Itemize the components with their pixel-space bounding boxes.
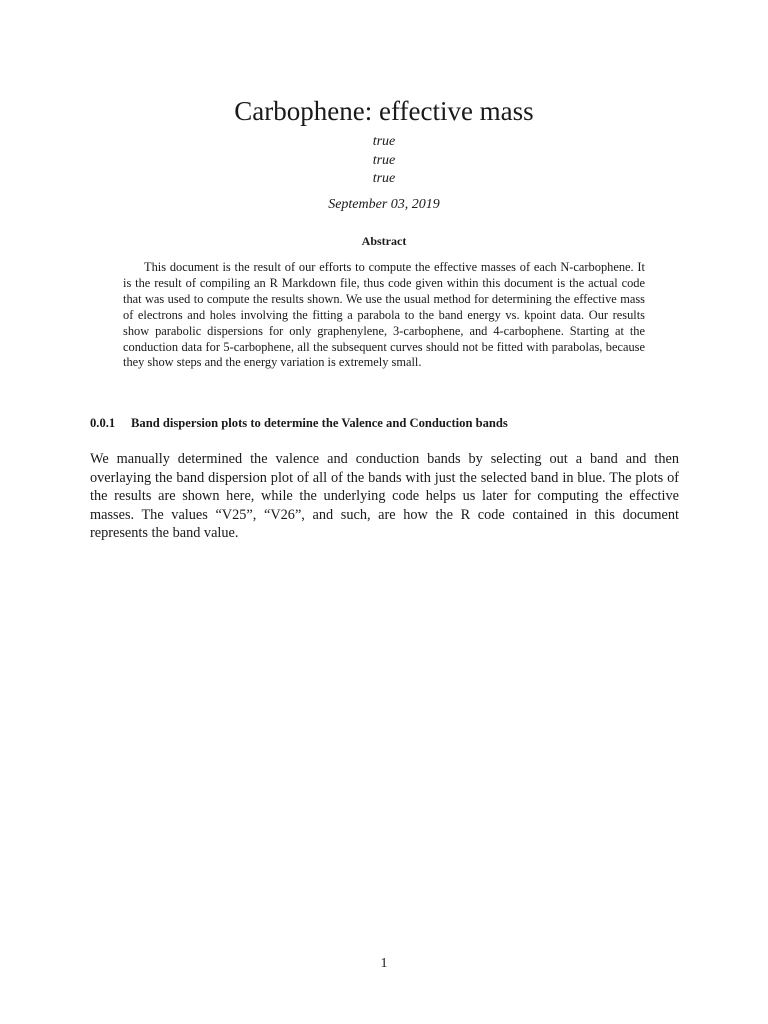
section-number: 0.0.1 [90,416,116,430]
section-heading [90,414,690,432]
section-title: Band dispersion plots to determine the Valence and Conduction bands [131,416,508,430]
document-date: September 03, 2019 [328,197,440,212]
author-name: true [372,171,396,186]
document-title: Carbophene: effective mass [234,96,534,126]
abstract-text: This document is the result of our efforts to compute the effective masses of each N-carbophene. It is the result of compiling an R Markdown file, thus code given within this document is the actual code that was used to compute the results shown. We use the usual method for determining the effective mass of electrons and holes involving the fitting a parabola to the band energy vs. kpoint data. Our results show parabolic dispersions for only graphenylene, 3-carbophene, and 4-carbophene. Starting at the conduction data for 5-carbophene, all the subsequent curves should not be fitted with parabolas, because they show steps and the energy variation is extremely small. [123,260,645,370]
author-name: true [372,134,396,149]
author-name: true [372,152,396,168]
author-list [0,133,768,189]
page-number: 1 [380,956,388,971]
abstract-heading: Abstract [361,234,407,248]
body-paragraph: We manually determined the valence and conduction bands by selecting out a band and then overlaying the band dispersion plot of all of the bands with just the selected band in blue. The plots of the results are shown here, while the underlying code helps us later for computing the effective masses. The values “V25”, “V26”, and such, are how the R code contained in this document represents the band value. [90,451,679,541]
